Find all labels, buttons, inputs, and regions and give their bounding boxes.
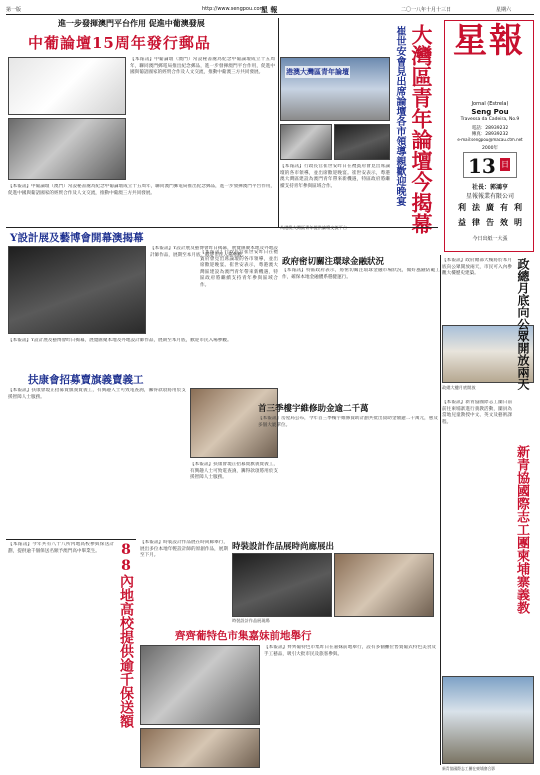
ceremony-photo bbox=[8, 118, 126, 180]
group-caption: 新青協國際志工團在柬埔寨合影 bbox=[442, 766, 496, 771]
section-q3-home: 首三季樓宇維修助金逾二千萬 bbox=[258, 404, 369, 414]
forum-cities-text: 【本報訊】特區政府表示，將密切關注環球金融市場狀況，做好風險防範工作，確保本地金融體系穩健運行。 bbox=[282, 268, 440, 280]
motto-char: 益 bbox=[458, 217, 466, 227]
right-headline-2: 新青協國際志工團柬埔寨義教 bbox=[514, 445, 529, 614]
section-higher-ed: 88內地高校提供逾千保送額 bbox=[118, 542, 134, 728]
y-design-text: 【本報訊】Y設計展及藝博會昨日揭幕，展覽匯聚本地及外地設計師作品，展期至本月底，歡迎市民入場參觀。 bbox=[150, 246, 278, 258]
section-market: 齊齊葡特色市集嘉妹前地舉行 bbox=[175, 630, 312, 642]
motto-char: 利 bbox=[458, 202, 466, 212]
masthead-title: 星報 bbox=[453, 21, 525, 61]
motto-char: 明 bbox=[514, 217, 522, 227]
y-design-photo bbox=[8, 246, 146, 334]
center-text-misc: 【本報訊】行政長官崔世安昨日在禮賓府會見出席論壇的各市領導，並出席歡迎晚宴。崔世安表示，粵港澳大灣區建設為澳門青年帶來新機遇，特區政府將繼續支持青年參與區域合作。 bbox=[200, 250, 278, 288]
publisher-line bbox=[449, 182, 531, 191]
lead-vertical-kicker: 崔世安會見出席論壇各市領導親歡迎晚宴 bbox=[394, 26, 405, 206]
day-box bbox=[463, 152, 517, 178]
group-photo bbox=[442, 676, 534, 764]
masthead-box bbox=[444, 20, 534, 252]
building-caption: 政總大樓月底開放 bbox=[442, 385, 476, 390]
right-text-2: 【本報訊】新青協國際志工團日前前往柬埔寨進行義教活動，團員為當地兒童教授中文、英文及藝術課程。 bbox=[442, 400, 512, 425]
divider bbox=[6, 539, 136, 540]
motto-char: 有 bbox=[500, 202, 508, 212]
speaker-photo bbox=[280, 124, 332, 160]
divider bbox=[440, 255, 441, 765]
divider bbox=[6, 227, 438, 228]
right-text-1: 【本報訊】政府總部大樓將於本月底向公眾開放兩天，市民可入內參觀大樓歷史建築。 bbox=[442, 258, 512, 277]
section-y-design: Y設計展及藝博會開幕澳揭幕 bbox=[10, 232, 144, 244]
motto-char: 律 bbox=[472, 217, 480, 227]
motto-char: 廣 bbox=[486, 202, 494, 212]
stamps-photo bbox=[8, 57, 126, 115]
q3-home-text: 【本報訊】房屋局公布，今年首三季樓宇維修資助計劃共批出資助金額逾二千萬元，惠及多個大廈單位。 bbox=[258, 416, 438, 428]
day-badge: 日 bbox=[501, 160, 509, 169]
masthead-sub-romanized: Seng Pou bbox=[471, 108, 509, 116]
fashion-photo-a bbox=[232, 553, 332, 617]
masthead-fax: 傳真：28939232 bbox=[471, 132, 509, 137]
lead-text-b: 【本報訊】行政長官崔世安昨日在禮賓府會見出席論壇的各市領導，並出席歡迎晚宴。崔世安表示，粵港澳大灣區建設為澳門青年帶來新機遇，特區政府將繼續支持青年參與區域合作。 bbox=[280, 164, 390, 189]
right-headline-1: 政總月底向公眾開放兩天 bbox=[516, 258, 530, 390]
masthead-founded: 2000年 bbox=[482, 146, 498, 151]
publisher-name: 郭鴻亨 bbox=[490, 184, 509, 191]
masthead-address: Travessa da Cadeira, No.9 bbox=[460, 117, 520, 122]
masthead-phone: 電話：28939232 bbox=[471, 126, 509, 131]
lead-text-a2: 【本報訊】中葡論壇（澳門）常設秘書處為紀念中葡論壇成立十五周年，聯同澳門郵電局推出紀念郵品，進一步發揮澳門平台作用，促進中國與葡語國家的經貿合作及人文交流，推動中葡澳三方共同發展。 bbox=[8, 184, 275, 196]
header-bar bbox=[6, 5, 534, 14]
masthead-sub-pt: Jornal (Estrela) bbox=[471, 101, 509, 107]
banquet-photo bbox=[334, 124, 390, 160]
site-url: http://www.sengpou.com bbox=[202, 6, 265, 12]
fashion-photo-b bbox=[334, 553, 434, 617]
market-text: 【本報訊】齊齊葡特色市集昨日在嘉妹前地舉行，設有多個攤位售賣葡式特色美食及手工藝品，吸引大批市民及旅客參與。 bbox=[264, 645, 436, 657]
higher-ed-text: 【本報訊】今年共有八十八所內地高校參與保送計劃，提供逾千個保送名額予澳門高中畢業生。 bbox=[8, 542, 114, 554]
motto-char: 效 bbox=[500, 217, 508, 227]
page-label: 第一版 bbox=[6, 7, 22, 13]
company-name: 星報報業有限公司 bbox=[465, 193, 514, 200]
forum-stage-photo bbox=[280, 57, 390, 121]
masthead-footer-note: 今日出紙一大張 bbox=[472, 236, 508, 242]
issue-date: 二〇一八年十月十三日 bbox=[401, 7, 452, 13]
masthead-email: e-mail:sengpou@macau.ctm.net bbox=[457, 137, 523, 142]
day-number: 13 bbox=[468, 154, 496, 178]
y-design-text-2: 【本報訊】Y設計展及藝博會昨日揭幕，展覽匯聚本地及外地設計師作品，展期至本月底，歡迎市民入場參觀。 bbox=[8, 338, 232, 343]
publisher-label: 社長： bbox=[471, 184, 490, 191]
divider bbox=[278, 18, 279, 228]
market-photo-a bbox=[140, 645, 260, 725]
motto-char: 法 bbox=[472, 202, 480, 212]
fashion-text: 【本報訊】時裝設計作品展在時尚廊舉行，展出多位本地年輕設計師的原創作品，展期至下月。 bbox=[140, 540, 228, 559]
section-forum-cities: 政府密切關注環球金融狀況 bbox=[282, 257, 385, 267]
lead-text-a: 【本報訊】中葡論壇（澳門）常設秘書處為紀念中葡論壇成立十五周年，聯同澳門郵電局推出紀念郵品，進一步發揮澳門平台作用，促進中國與葡語國家的經貿合作及人文交流，推動中葡澳三方共同發展。 bbox=[130, 57, 275, 76]
motto-char: 利 bbox=[514, 202, 522, 212]
lead-vertical-headline: 大灣區青年論壇今揭幕 bbox=[409, 24, 434, 234]
fuk-hong-text-2: 【本報訊】扶康會現正招募賣旗義賣義工，有興趣人士可致電查詢，籌得款項將用於支援智障人士服務。 bbox=[190, 462, 278, 481]
top-headline: 中葡論壇15周年發行郵品 bbox=[28, 34, 211, 52]
market-photo-b bbox=[140, 728, 260, 768]
forum-caption: 為港澳大灣區青年提供論壇交流平台 bbox=[280, 225, 348, 230]
forum-banner-text: 港澳大灣區青年論壇 bbox=[286, 68, 349, 76]
motto-char: 告 bbox=[486, 217, 494, 227]
weekday: 星期六 bbox=[496, 7, 512, 13]
motto-grid bbox=[455, 201, 525, 231]
fuk-hong-text: 【本報訊】扶康會現正招募賣旗義賣義工，有興趣人士可致電查詢，籌得款項將用於支援智障人士服務。 bbox=[8, 388, 186, 400]
fashion-caption: 時裝設計作品展現場 bbox=[232, 618, 270, 623]
top-kicker: 進一步發揮澳門平台作用 促進中葡澳發展 bbox=[58, 18, 205, 28]
masthead-small: 星 報 bbox=[261, 5, 278, 14]
header-rule bbox=[6, 14, 534, 15]
section-fuk-hong: 扶康會招募賣旗義賣義工 bbox=[28, 374, 144, 386]
section-fashion: 時裝設計作品展時尚廊展出 bbox=[232, 542, 335, 552]
